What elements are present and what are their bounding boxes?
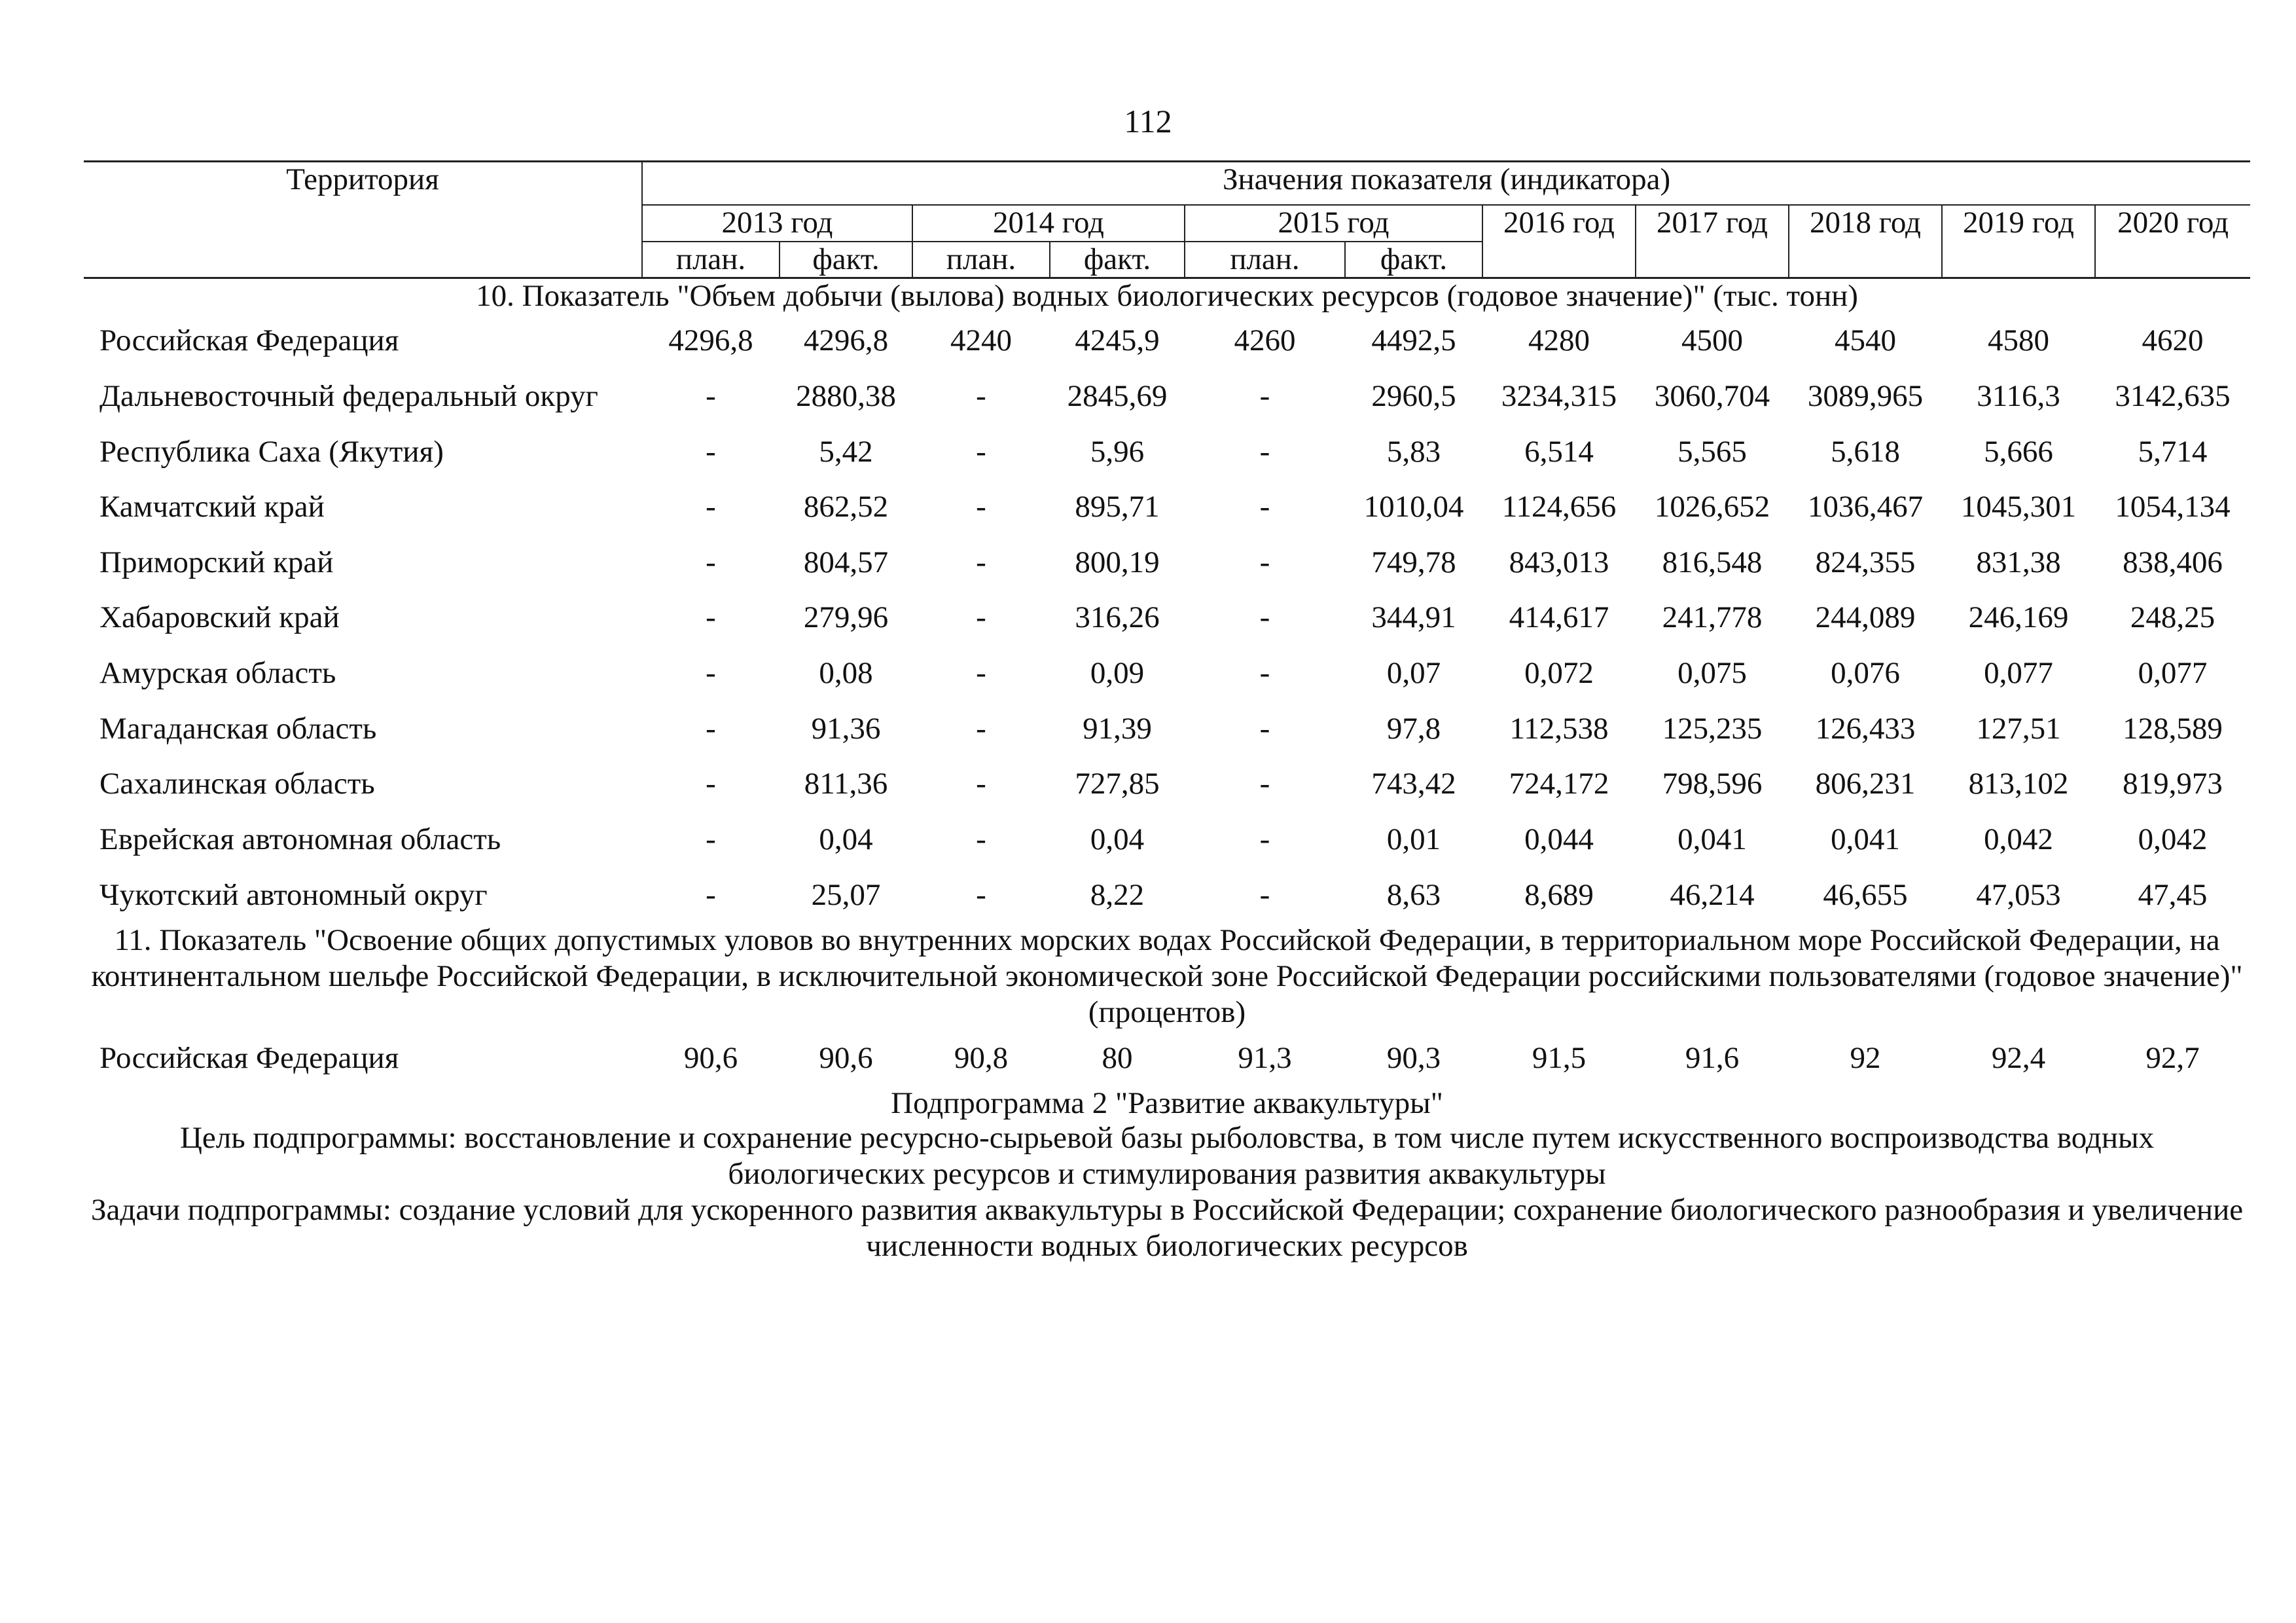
value-cell: 3142,635 [2115, 378, 2231, 413]
header-year-2020: 2020 год [2095, 205, 2250, 278]
value-cell: 0,08 [819, 656, 873, 690]
value-cell: 843,013 [1509, 545, 1609, 579]
value-cell: 4492,5 [1371, 323, 1456, 358]
value-cell: 806,231 [1815, 767, 1916, 801]
header-plan: план. [1185, 242, 1345, 278]
value-cell: 5,565 [1677, 434, 1747, 469]
value-cell: 4240 [950, 323, 1012, 358]
value-cell: 1036,467 [1807, 490, 1924, 524]
table-row [84, 812, 2250, 867]
value-cell: - [706, 822, 716, 856]
value-cell: - [976, 711, 986, 746]
header-fact: факт. [780, 242, 912, 278]
value-cell: 727,85 [1075, 767, 1160, 801]
territory-name: Чукотский автономный округ [99, 877, 488, 912]
value-cell: - [706, 711, 716, 746]
subprogram-body [84, 1086, 2250, 1265]
value-cell: 838,406 [2123, 545, 2223, 579]
territory-name: Дальневосточный федеральный округ [99, 378, 598, 413]
value-cell: - [976, 378, 986, 413]
value-cell: 0,042 [1984, 822, 2053, 856]
header-year-2016: 2016 год [1482, 205, 1636, 278]
territory-name: Российская Федерация [99, 323, 399, 358]
value-cell: 724,172 [1509, 767, 1609, 801]
value-cell: 804,57 [803, 545, 889, 579]
header-plan: план. [642, 242, 780, 278]
territory-name: Российская Федерация [99, 1041, 399, 1076]
value-cell: - [1259, 545, 1270, 579]
value-cell: 0,044 [1524, 822, 1594, 856]
value-cell: - [706, 378, 716, 413]
subprogram-title: Подпрограмма 2 "Развитие аквакультуры" [891, 1085, 1443, 1120]
header-year-2018: 2018 год [1789, 205, 1942, 278]
value-cell: - [1259, 767, 1270, 801]
value-cell: 2880,38 [796, 378, 896, 413]
value-cell: - [976, 434, 986, 469]
value-cell: 2960,5 [1371, 378, 1456, 413]
value-cell: 127,51 [1976, 711, 2061, 746]
value-cell: 5,96 [1090, 434, 1145, 469]
section-10-body [84, 278, 2250, 922]
value-cell: 5,666 [1984, 434, 2053, 469]
value-cell: 0,09 [1090, 656, 1145, 690]
territory-name: Хабаровский край [99, 600, 340, 635]
value-cell: 4580 [1988, 323, 2049, 358]
subprogram-goal: Цель подпрограммы: восстановление и сохранение ресурсно-сырьевой базы рыболовства, в том числе путем искусственного воспроизводства водных биологических ресурсов и стимулирования развития аквакультуры [179, 1121, 2155, 1192]
value-cell: 5,42 [819, 434, 873, 469]
header-year-2014: 2014 год [912, 205, 1185, 242]
value-cell: - [976, 545, 986, 579]
table-row [84, 369, 2250, 424]
value-cell: 743,42 [1371, 767, 1456, 801]
table-row [84, 756, 2250, 812]
value-cell: - [1259, 434, 1270, 469]
value-cell: 811,36 [804, 767, 888, 801]
value-cell: 4296,8 [668, 323, 753, 358]
value-cell: 5,83 [1386, 434, 1441, 469]
header-fact: факт. [1050, 242, 1185, 278]
value-cell: 90,6 [819, 1041, 873, 1076]
value-cell: 0,076 [1831, 656, 1900, 690]
value-cell: 0,041 [1831, 822, 1900, 856]
value-cell: 5,714 [2138, 434, 2208, 469]
territory-name: Амурская область [99, 656, 336, 690]
value-cell: 3089,965 [1807, 378, 1924, 413]
value-cell: 5,618 [1831, 434, 1900, 469]
indicator-table [84, 160, 2250, 1264]
value-cell: 4620 [2142, 323, 2204, 358]
header-indicator-values: Значения показателя (индикатора) [642, 162, 2250, 206]
value-cell: 91,6 [1685, 1041, 1740, 1076]
value-cell: 91,39 [1083, 711, 1152, 746]
value-cell: 4500 [1681, 323, 1743, 358]
value-cell: 1026,652 [1654, 490, 1770, 524]
value-cell: - [706, 545, 716, 579]
value-cell: 91,36 [811, 711, 881, 746]
value-cell: 112,538 [1509, 711, 1609, 746]
value-cell: 1045,301 [1960, 490, 2077, 524]
value-cell: - [1259, 877, 1270, 912]
value-cell: 246,169 [1968, 600, 2069, 635]
value-cell: 749,78 [1371, 545, 1456, 579]
value-cell: - [976, 656, 986, 690]
table-row [84, 1030, 2250, 1086]
value-cell: 0,077 [1984, 656, 2053, 690]
value-cell: 47,45 [2138, 877, 2208, 912]
value-cell: 800,19 [1075, 545, 1160, 579]
value-cell: 0,07 [1386, 656, 1441, 690]
value-cell: 46,214 [1670, 877, 1755, 912]
value-cell: 3116,3 [1977, 378, 2060, 413]
value-cell: 4296,8 [803, 323, 889, 358]
value-cell: 0,072 [1524, 656, 1594, 690]
value-cell: 80 [1102, 1041, 1133, 1076]
value-cell: - [1259, 490, 1270, 524]
header-year-2015: 2015 год [1185, 205, 1482, 242]
value-cell: - [1259, 656, 1270, 690]
value-cell: 6,514 [1524, 434, 1594, 469]
value-cell: 25,07 [811, 877, 881, 912]
value-cell: 0,04 [819, 822, 873, 856]
value-cell: - [706, 490, 716, 524]
value-cell: 895,71 [1075, 490, 1160, 524]
value-cell: - [706, 767, 716, 801]
value-cell: - [976, 767, 986, 801]
value-cell: 0,075 [1677, 656, 1747, 690]
value-cell: - [1259, 822, 1270, 856]
value-cell: 90,6 [683, 1041, 738, 1076]
table-header [84, 162, 2250, 278]
value-cell: 91,3 [1238, 1041, 1292, 1076]
value-cell: 862,52 [803, 490, 889, 524]
value-cell: 8,22 [1090, 877, 1145, 912]
header-territory: Территория [84, 162, 642, 278]
value-cell: - [976, 822, 986, 856]
table-row [84, 313, 2250, 369]
table-row [84, 867, 2250, 923]
section-11-body [84, 922, 2250, 1086]
value-cell: 1054,134 [2115, 490, 2231, 524]
value-cell: - [1259, 711, 1270, 746]
value-cell: 92 [1850, 1041, 1881, 1076]
page-number: 112 [1124, 103, 1172, 139]
value-cell: 92,4 [1991, 1041, 2046, 1076]
value-cell: 816,548 [1662, 545, 1763, 579]
value-cell: 90,3 [1386, 1041, 1441, 1076]
header-fact: факт. [1345, 242, 1482, 278]
table-row [84, 646, 2250, 701]
value-cell: - [976, 600, 986, 635]
value-cell: 97,8 [1386, 711, 1441, 746]
territory-name: Сахалинская область [99, 767, 375, 801]
value-cell: - [706, 600, 716, 635]
value-cell: 3234,315 [1501, 378, 1617, 413]
value-cell: 824,355 [1815, 545, 1916, 579]
value-cell: 4540 [1835, 323, 1896, 358]
value-cell: 0,042 [2138, 822, 2208, 856]
value-cell: 128,589 [2123, 711, 2223, 746]
value-cell: 244,089 [1815, 600, 1916, 635]
value-cell: - [706, 877, 716, 912]
table-row [84, 535, 2250, 591]
value-cell: 46,655 [1823, 877, 1908, 912]
value-cell: - [706, 656, 716, 690]
value-cell: 47,053 [1976, 877, 2061, 912]
territory-name: Магаданская область [99, 711, 377, 746]
value-cell: 3060,704 [1654, 378, 1770, 413]
territory-name: Приморский край [99, 545, 334, 579]
value-cell: 0,04 [1090, 822, 1145, 856]
header-year-2013: 2013 год [642, 205, 912, 242]
value-cell: - [976, 877, 986, 912]
value-cell: 813,102 [1968, 767, 2069, 801]
value-cell: 316,26 [1075, 600, 1160, 635]
header-plan: план. [912, 242, 1050, 278]
value-cell: 4260 [1234, 323, 1296, 358]
header-year-2017: 2017 год [1636, 205, 1789, 278]
value-cell: - [1259, 600, 1270, 635]
value-cell: 241,778 [1662, 600, 1763, 635]
header-year-2019: 2019 год [1942, 205, 2095, 278]
value-cell: 0,077 [2138, 656, 2208, 690]
value-cell: 1124,656 [1501, 490, 1617, 524]
value-cell: - [1259, 378, 1270, 413]
value-cell: 344,91 [1371, 600, 1456, 635]
territory-name: Республика Саха (Якутия) [99, 434, 444, 469]
value-cell: 1010,04 [1363, 490, 1464, 524]
territory-name: Камчатский край [99, 490, 325, 524]
value-cell: 92,7 [2145, 1041, 2200, 1076]
section-10-title: 10. Показатель "Объем добычи (вылова) водных биологических ресурсов (годовое значение)" (тыс. тонн) [476, 278, 1858, 313]
territory-name: Еврейская автономная область [99, 822, 501, 856]
table-row [84, 424, 2250, 480]
value-cell: 279,96 [803, 600, 889, 635]
value-cell: - [706, 434, 716, 469]
value-cell: 248,25 [2130, 600, 2215, 635]
table-row [84, 479, 2250, 535]
value-cell: 0,041 [1677, 822, 1747, 856]
value-cell: 8,63 [1386, 877, 1441, 912]
value-cell: 126,433 [1815, 711, 1916, 746]
value-cell: 91,5 [1532, 1041, 1587, 1076]
value-cell: 819,973 [2123, 767, 2223, 801]
section-11-title: 11. Показатель "Освоение общих допустимых уловов во внутренних морских водах Российской Федерации, в территориальном море Российской Федерации, на континентальном шельфе Российской Федерации, в исключительной экономической зоне Российской Федерации российскими пользователями (годовое значение)" (процентов) [91, 923, 2243, 1030]
table-row [84, 701, 2250, 757]
value-cell: 798,596 [1662, 767, 1763, 801]
subprogram-tasks: Задачи подпрограммы: создание условий для ускоренного развития аквакультуры в Российской Федерации; сохранение биологического разнообразия и увеличение численности водных биологических ресурсов [90, 1193, 2244, 1264]
value-cell: 4280 [1528, 323, 1590, 358]
value-cell: - [976, 490, 986, 524]
value-cell: 2845,69 [1067, 378, 1168, 413]
value-cell: 4245,9 [1075, 323, 1160, 358]
value-cell: 125,235 [1662, 711, 1763, 746]
value-cell: 8,689 [1524, 877, 1594, 912]
value-cell: 414,617 [1509, 600, 1609, 635]
table-row [84, 590, 2250, 646]
value-cell: 831,38 [1976, 545, 2061, 579]
value-cell: 90,8 [954, 1041, 1009, 1076]
value-cell: 0,01 [1386, 822, 1441, 856]
